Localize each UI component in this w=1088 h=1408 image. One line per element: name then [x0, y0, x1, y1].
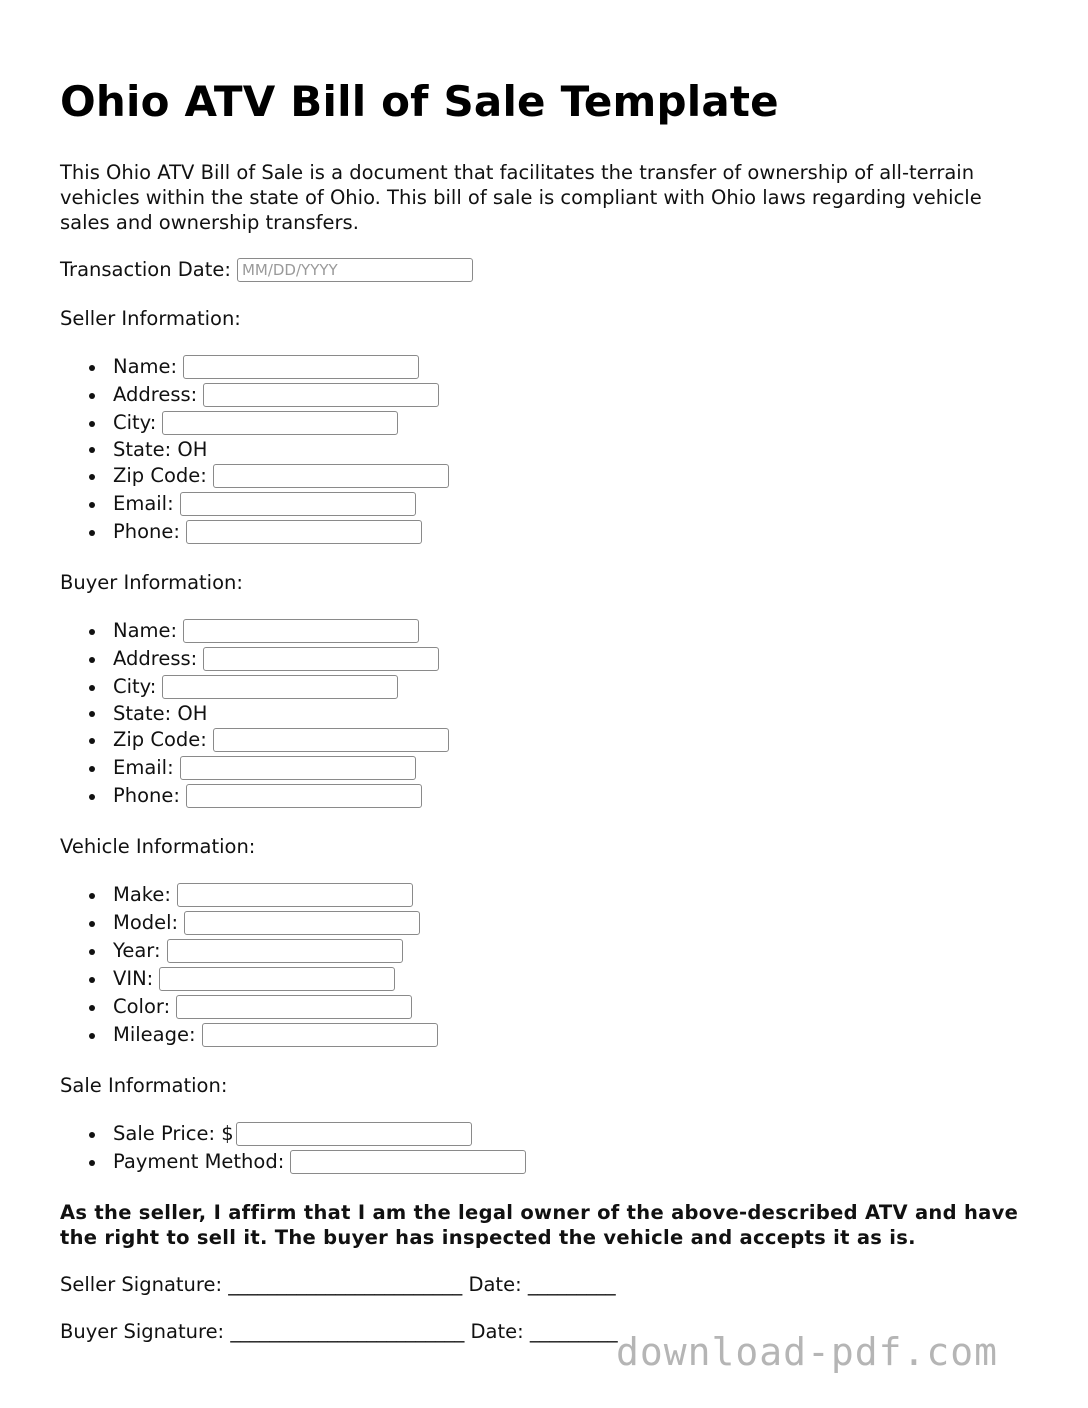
vehicle-mileage-input[interactable]	[202, 1023, 438, 1047]
vehicle-mileage-item	[113, 1021, 1030, 1049]
seller-name-item	[113, 353, 1030, 381]
seller-email-input[interactable]	[180, 492, 416, 516]
buyer-signature-line: Buyer Signature: ________________________ Date: _________	[60, 1320, 618, 1343]
buyer-zip-input[interactable]	[213, 728, 449, 752]
seller-zip-input[interactable]	[213, 464, 449, 488]
buyer-phone-item	[113, 782, 1030, 810]
payment-method-input[interactable]	[290, 1150, 526, 1174]
buyer-city-input[interactable]	[162, 675, 398, 699]
vehicle-vin-label: VIN:	[113, 967, 154, 990]
buyer-heading: Buyer Information:	[60, 571, 243, 594]
vehicle-year-item	[113, 937, 1030, 965]
vehicle-heading: Vehicle Information:	[60, 835, 256, 858]
buyer-city-item	[113, 673, 1030, 701]
vehicle-color-label: Color:	[113, 995, 171, 1018]
payment-method-item	[113, 1148, 1030, 1176]
vehicle-mileage-label: Mileage:	[113, 1023, 196, 1046]
seller-phone-label: Phone:	[113, 520, 180, 543]
vehicle-color-input[interactable]	[176, 995, 412, 1019]
seller-heading: Seller Information:	[60, 307, 241, 330]
buyer-city-label: City:	[113, 675, 157, 698]
vehicle-year-input[interactable]	[167, 939, 403, 963]
buyer-phone-input[interactable]	[186, 784, 422, 808]
seller-phone-item	[113, 518, 1030, 546]
seller-affirmation: As the seller, I affirm that I am the legal owner of the above-described ATV and have the right to sell it. The buyer has inspected the vehicle and accepts it as is.	[60, 1201, 1019, 1249]
sale-price-label: Sale Price: $	[113, 1122, 234, 1145]
buyer-email-item	[113, 754, 1030, 782]
seller-list	[60, 353, 1030, 546]
vehicle-make-item	[113, 881, 1030, 909]
transaction-date-row	[60, 257, 1030, 282]
vehicle-year-label: Year:	[113, 939, 161, 962]
buyer-name-input[interactable]	[183, 619, 419, 643]
seller-state-label: State: OH	[113, 438, 208, 461]
seller-address-input[interactable]	[203, 383, 439, 407]
buyer-address-label: Address:	[113, 647, 198, 670]
sale-price-input[interactable]	[236, 1122, 472, 1146]
buyer-phone-label: Phone:	[113, 784, 180, 807]
sale-heading: Sale Information:	[60, 1074, 228, 1097]
page-title: Ohio ATV Bill of Sale Template	[60, 77, 779, 126]
seller-name-label: Name:	[113, 355, 178, 378]
seller-zip-item	[113, 462, 1030, 490]
sale-list	[60, 1120, 1030, 1176]
sale-price-item	[113, 1120, 1030, 1148]
seller-phone-input[interactable]	[186, 520, 422, 544]
seller-city-input[interactable]	[162, 411, 398, 435]
vehicle-color-item	[113, 993, 1030, 1021]
transaction-date-input[interactable]: MM/DD/YYYY	[237, 258, 473, 282]
transaction-date-label: Transaction Date:	[60, 258, 231, 281]
buyer-address-item	[113, 645, 1030, 673]
seller-state-item	[113, 437, 1030, 462]
seller-city-item	[113, 409, 1030, 437]
buyer-email-label: Email:	[113, 756, 174, 779]
vehicle-vin-item	[113, 965, 1030, 993]
seller-city-label: City:	[113, 411, 157, 434]
buyer-list	[60, 617, 1030, 810]
payment-method-label: Payment Method:	[113, 1150, 285, 1173]
seller-email-label: Email:	[113, 492, 174, 515]
vehicle-make-label: Make:	[113, 883, 171, 906]
buyer-state-label: State: OH	[113, 702, 208, 725]
vehicle-vin-input[interactable]	[159, 967, 395, 991]
seller-signature-line: Seller Signature: ________________________ Date: _________	[60, 1273, 616, 1296]
buyer-email-input[interactable]	[180, 756, 416, 780]
buyer-name-item	[113, 617, 1030, 645]
seller-email-item	[113, 490, 1030, 518]
buyer-zip-item	[113, 726, 1030, 754]
vehicle-make-input[interactable]	[177, 883, 413, 907]
vehicle-model-input[interactable]	[184, 911, 420, 935]
seller-name-input[interactable]	[183, 355, 419, 379]
seller-address-item	[113, 381, 1030, 409]
buyer-name-label: Name:	[113, 619, 178, 642]
seller-zip-label: Zip Code:	[113, 464, 207, 487]
watermark: download-pdf.com	[616, 1330, 999, 1374]
buyer-zip-label: Zip Code:	[113, 728, 207, 751]
vehicle-list	[60, 881, 1030, 1049]
document-page	[60, 76, 1030, 1344]
buyer-state-item	[113, 701, 1030, 726]
intro-paragraph: This Ohio ATV Bill of Sale is a document that facilitates the transfer of ownership of all-terrain vehicles within the state of Ohio. This bill of sale is compliant with Ohio laws regarding vehicle sales and ownership transfers.	[60, 161, 982, 234]
seller-address-label: Address:	[113, 383, 198, 406]
buyer-address-input[interactable]	[203, 647, 439, 671]
vehicle-model-item	[113, 909, 1030, 937]
vehicle-model-label: Model:	[113, 911, 179, 934]
